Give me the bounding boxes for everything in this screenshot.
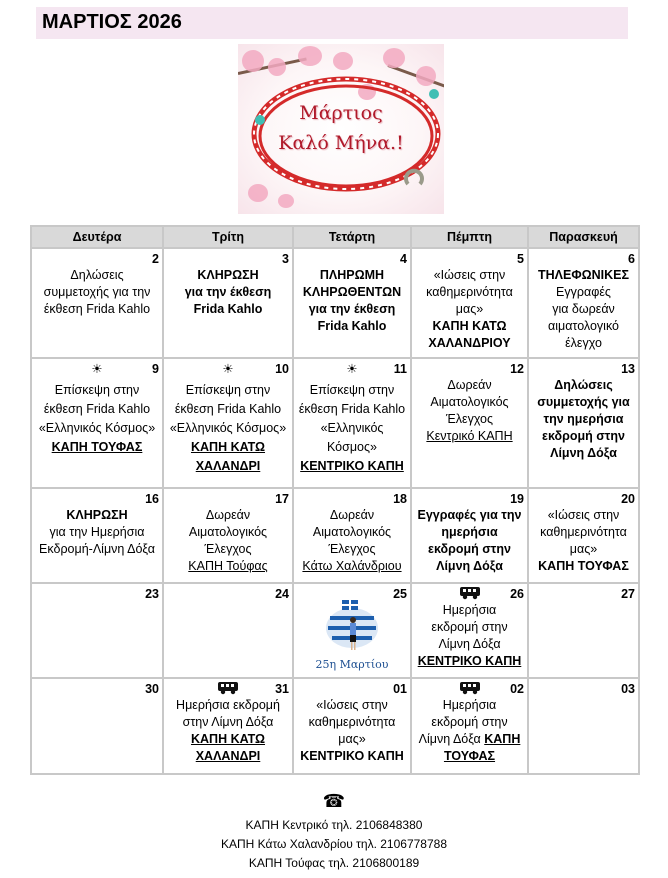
contact-line: ΚΑΠΗ Κάτω Χαλανδρίου τηλ. 2106778788 bbox=[220, 837, 447, 851]
event-text: για την Ημερήσια bbox=[49, 525, 145, 539]
day-cell[interactable] bbox=[528, 583, 639, 678]
event-location: ΚΑΠΗ ΤΟΥΦΑΣ bbox=[538, 559, 629, 573]
day-number bbox=[35, 361, 159, 377]
event-text: Επίσκεψη στην bbox=[54, 383, 140, 397]
event-text: Έλεγχος bbox=[204, 542, 252, 556]
day-number: 5 bbox=[517, 252, 524, 266]
day-cell[interactable] bbox=[411, 488, 528, 583]
banner-subtitle: Καλό Μήνα.! bbox=[278, 132, 404, 154]
week-row bbox=[31, 678, 639, 774]
event-text: Frida Kahlo bbox=[317, 319, 387, 333]
day-cell[interactable] bbox=[163, 358, 293, 488]
day-cell[interactable] bbox=[31, 583, 163, 678]
event-text: καθημερινότητα bbox=[426, 285, 513, 299]
day-cell[interactable] bbox=[411, 248, 528, 358]
event-text: Επίσκεψη στην bbox=[309, 383, 395, 397]
event-text: Δηλώσεις bbox=[554, 378, 613, 392]
event-location: ΧΑΛΑΝΔΡΙ bbox=[195, 459, 261, 473]
event-text: Frida Kahlo bbox=[193, 302, 263, 316]
day-cell[interactable] bbox=[411, 678, 528, 774]
banner-image bbox=[238, 44, 444, 214]
day-number bbox=[167, 681, 289, 697]
day-number: 27 bbox=[621, 587, 635, 601]
day-number: 19 bbox=[510, 492, 524, 506]
day-number bbox=[415, 586, 524, 602]
event-text: Λίμνη Δόξα bbox=[438, 637, 501, 651]
event-text: «Ιώσεις στην bbox=[316, 698, 388, 712]
event-text: έκθεση Frida Kahlo bbox=[298, 402, 406, 416]
day-cell[interactable] bbox=[31, 678, 163, 774]
day-cell[interactable] bbox=[31, 358, 163, 488]
event-text: Κόσμος» bbox=[327, 440, 377, 454]
event-location: ΧΑΛΑΝΔΡΙ bbox=[195, 749, 261, 763]
event-text: Έλεγχος bbox=[445, 412, 494, 426]
event-text: Ημερήσια εκδρομή bbox=[176, 698, 280, 712]
page-title-bar bbox=[36, 7, 628, 39]
event-text: Δωρεάν bbox=[329, 508, 375, 522]
event-text: Εγγραφές bbox=[556, 285, 611, 299]
event-text: έκθεση Frida Kahlo bbox=[43, 302, 151, 316]
day-number: 3 bbox=[282, 252, 289, 266]
event-text: για την έκθεση bbox=[184, 285, 272, 299]
day-number: 2 bbox=[152, 252, 159, 266]
event-text: για την έκθεση bbox=[308, 302, 396, 316]
day-cell[interactable] bbox=[163, 248, 293, 358]
day-cell[interactable] bbox=[31, 248, 163, 358]
event-text: καθημερινότητα bbox=[308, 715, 396, 729]
event-text: για δωρεάν bbox=[552, 302, 615, 316]
day-number-text: 9 bbox=[152, 362, 159, 376]
weekday-header: Δευτέρα bbox=[31, 226, 163, 248]
weekday-header-row bbox=[31, 226, 639, 248]
banner-title: Μάρτιος bbox=[299, 102, 383, 124]
event-text: Λίμνη Δόξα bbox=[436, 559, 503, 573]
event-text: ΠΛΗΡΩΜΗ bbox=[319, 268, 385, 282]
weekday-header: Τετάρτη bbox=[293, 226, 411, 248]
weekday-header: Πέμπτη bbox=[411, 226, 528, 248]
event-location: ΚΑΠΗ bbox=[484, 732, 521, 746]
telephone-icon: ☎ bbox=[322, 791, 346, 811]
event-text: «Ελληνικός Κόσμος» bbox=[38, 421, 156, 435]
event-text: καθημερινότητα bbox=[540, 525, 627, 539]
event-text: Έλεγχος bbox=[328, 542, 376, 556]
day-cell[interactable] bbox=[293, 678, 411, 774]
event-text: «Ελληνικός Κόσμος» bbox=[169, 421, 287, 435]
day-number: 30 bbox=[145, 682, 159, 696]
sun-icon: ☀ bbox=[346, 362, 358, 376]
day-number bbox=[167, 361, 289, 377]
event-text: ΤΗΛΕΦΩΝΙΚΕΣ bbox=[538, 268, 629, 282]
event-text: Ημερήσια bbox=[442, 603, 497, 617]
event-text: αιματολογικό bbox=[548, 319, 619, 333]
day-number: 4 bbox=[400, 252, 407, 266]
day-number: 20 bbox=[621, 492, 635, 506]
bus-icon bbox=[459, 681, 481, 700]
event-text: Λίμνη Δόξα bbox=[550, 446, 617, 460]
event-text: Αιματολογικός bbox=[430, 395, 509, 409]
event-text: συμμετοχής για bbox=[537, 395, 630, 409]
day-number-text: 02 bbox=[510, 682, 524, 696]
day-cell[interactable] bbox=[163, 488, 293, 583]
day-cell[interactable] bbox=[163, 678, 293, 774]
independence-day-image bbox=[322, 596, 382, 654]
day-cell[interactable] bbox=[528, 678, 639, 774]
bracelet-graphic bbox=[238, 44, 444, 214]
event-text-with-location bbox=[415, 731, 524, 748]
day-number: 12 bbox=[510, 362, 524, 376]
event-text: εκδρομή στην bbox=[542, 429, 625, 443]
calendar-table bbox=[30, 225, 640, 775]
day-number: 03 bbox=[621, 682, 635, 696]
day-number: 13 bbox=[621, 362, 635, 376]
event-text: Δωρεάν bbox=[205, 508, 251, 522]
event-text: Αιματολογικός bbox=[188, 525, 268, 539]
event-text: Ημερήσια bbox=[442, 698, 497, 712]
day-number-text: 11 bbox=[393, 362, 407, 376]
event-text: μας» bbox=[455, 302, 484, 316]
sun-icon: ☀ bbox=[91, 362, 103, 376]
day-cell[interactable] bbox=[293, 358, 411, 488]
event-text: την ημερήσια bbox=[543, 412, 624, 426]
event-text: Δωρεάν bbox=[447, 378, 492, 392]
day-number: 25 bbox=[393, 587, 407, 601]
day-cell[interactable] bbox=[411, 583, 528, 678]
event-text: εκδρομή στην bbox=[428, 542, 511, 556]
contact-line: ΚΑΠΗ Τούφας τηλ. 2106800189 bbox=[248, 856, 420, 870]
day-number: 18 bbox=[393, 492, 407, 506]
week-row bbox=[31, 488, 639, 583]
bus-icon bbox=[459, 586, 481, 605]
day-number: 23 bbox=[145, 587, 159, 601]
weekday-header: Παρασκευή bbox=[528, 226, 639, 248]
event-text: στην Λίμνη Δόξα bbox=[182, 715, 274, 729]
day-cell[interactable] bbox=[163, 583, 293, 678]
event-text: «Ιώσεις στην bbox=[433, 268, 506, 282]
event-text: Αιματολογικός bbox=[312, 525, 392, 539]
day-number: 16 bbox=[145, 492, 159, 506]
week-row bbox=[31, 583, 639, 678]
event-location: ΚΕΝΤΡΙΚΟ ΚΑΠΗ bbox=[300, 459, 404, 473]
event-text: μας» bbox=[338, 732, 366, 746]
event-text: μας» bbox=[569, 542, 598, 556]
event-text: «Ελληνικός bbox=[320, 421, 384, 435]
week-row bbox=[31, 248, 639, 358]
day-number: 01 bbox=[393, 682, 407, 696]
event-location: ΚΑΠΗ Τούφας bbox=[188, 559, 268, 573]
event-text: Λίμνη Δόξα bbox=[418, 732, 481, 746]
day-cell[interactable] bbox=[528, 488, 639, 583]
day-number: 17 bbox=[275, 492, 289, 506]
event-location: ΚΑΠΗ ΚΑΤΩ bbox=[432, 319, 507, 333]
event-text: «Ιώσεις στην bbox=[547, 508, 620, 522]
day-cell[interactable] bbox=[528, 358, 639, 488]
weekday-header: Τρίτη bbox=[163, 226, 293, 248]
event-text: ΚΛΗΡΩΣΗ bbox=[66, 508, 128, 522]
event-location: ΚΑΠΗ ΚΑΤΩ bbox=[190, 732, 266, 746]
event-location: ΚΑΠΗ ΤΟΥΦΑΣ bbox=[51, 440, 143, 454]
day-cell[interactable] bbox=[293, 583, 411, 678]
event-text: εκδρομή στην bbox=[431, 715, 508, 729]
event-text: εκδρομή στην bbox=[431, 620, 508, 634]
event-text: συμμετοχής για την bbox=[43, 285, 151, 299]
event-text: Επίσκεψη στην bbox=[185, 383, 271, 397]
week-row bbox=[31, 358, 639, 488]
event-text: ημερήσια bbox=[441, 525, 498, 539]
day-cell[interactable] bbox=[528, 248, 639, 358]
day-number: 6 bbox=[628, 252, 635, 266]
event-text: ΚΛΗΡΩΣΗ bbox=[197, 268, 259, 282]
day-number-text: 10 bbox=[275, 362, 289, 376]
event-text: Δηλώσεις bbox=[70, 268, 124, 282]
day-number bbox=[415, 681, 524, 697]
contact-line: ΚΑΠΗ Κεντρικό τηλ. 2106848380 bbox=[245, 818, 423, 832]
event-location: Κεντρικό ΚΑΠΗ bbox=[426, 429, 513, 443]
event-text: Εγγραφές για την bbox=[417, 508, 522, 522]
bus-icon bbox=[217, 681, 239, 700]
day-cell[interactable] bbox=[411, 358, 528, 488]
day-number bbox=[297, 361, 407, 377]
day-number: 24 bbox=[275, 587, 289, 601]
day-number-text: 31 bbox=[275, 682, 289, 696]
event-text: Εκδρομή-Λίμνη Δόξα bbox=[39, 542, 155, 556]
event-location: Κάτω Χαλάνδριου bbox=[302, 559, 402, 573]
event-location: ΚΑΠΗ ΚΑΤΩ bbox=[190, 440, 266, 454]
day-cell[interactable] bbox=[293, 248, 411, 358]
page-title: ΜΑΡΤΙΟΣ 2026 bbox=[42, 11, 182, 33]
event-text: έλεγχο bbox=[565, 336, 602, 350]
day-number-text: 26 bbox=[510, 587, 524, 601]
event-text: έκθεση Frida Kahlo bbox=[174, 402, 282, 416]
event-location: ΧΑΛΑΝΔΡΙΟΥ bbox=[428, 336, 511, 350]
image-caption: 25η Μαρτίου bbox=[315, 658, 389, 671]
day-cell[interactable] bbox=[293, 488, 411, 583]
sun-icon: ☀ bbox=[222, 362, 234, 376]
event-text: έκθεση Frida Kahlo bbox=[43, 402, 151, 416]
event-location: ΚΕΝΤΡΙΚΟ ΚΑΠΗ bbox=[300, 749, 404, 763]
day-cell[interactable] bbox=[31, 488, 163, 583]
event-text: ΚΛΗΡΩΘΕΝΤΩΝ bbox=[302, 285, 402, 299]
event-location: ΚΕΝΤΡΙΚΟ ΚΑΠΗ bbox=[417, 654, 522, 668]
event-location: ΤΟΥΦΑΣ bbox=[443, 749, 496, 763]
